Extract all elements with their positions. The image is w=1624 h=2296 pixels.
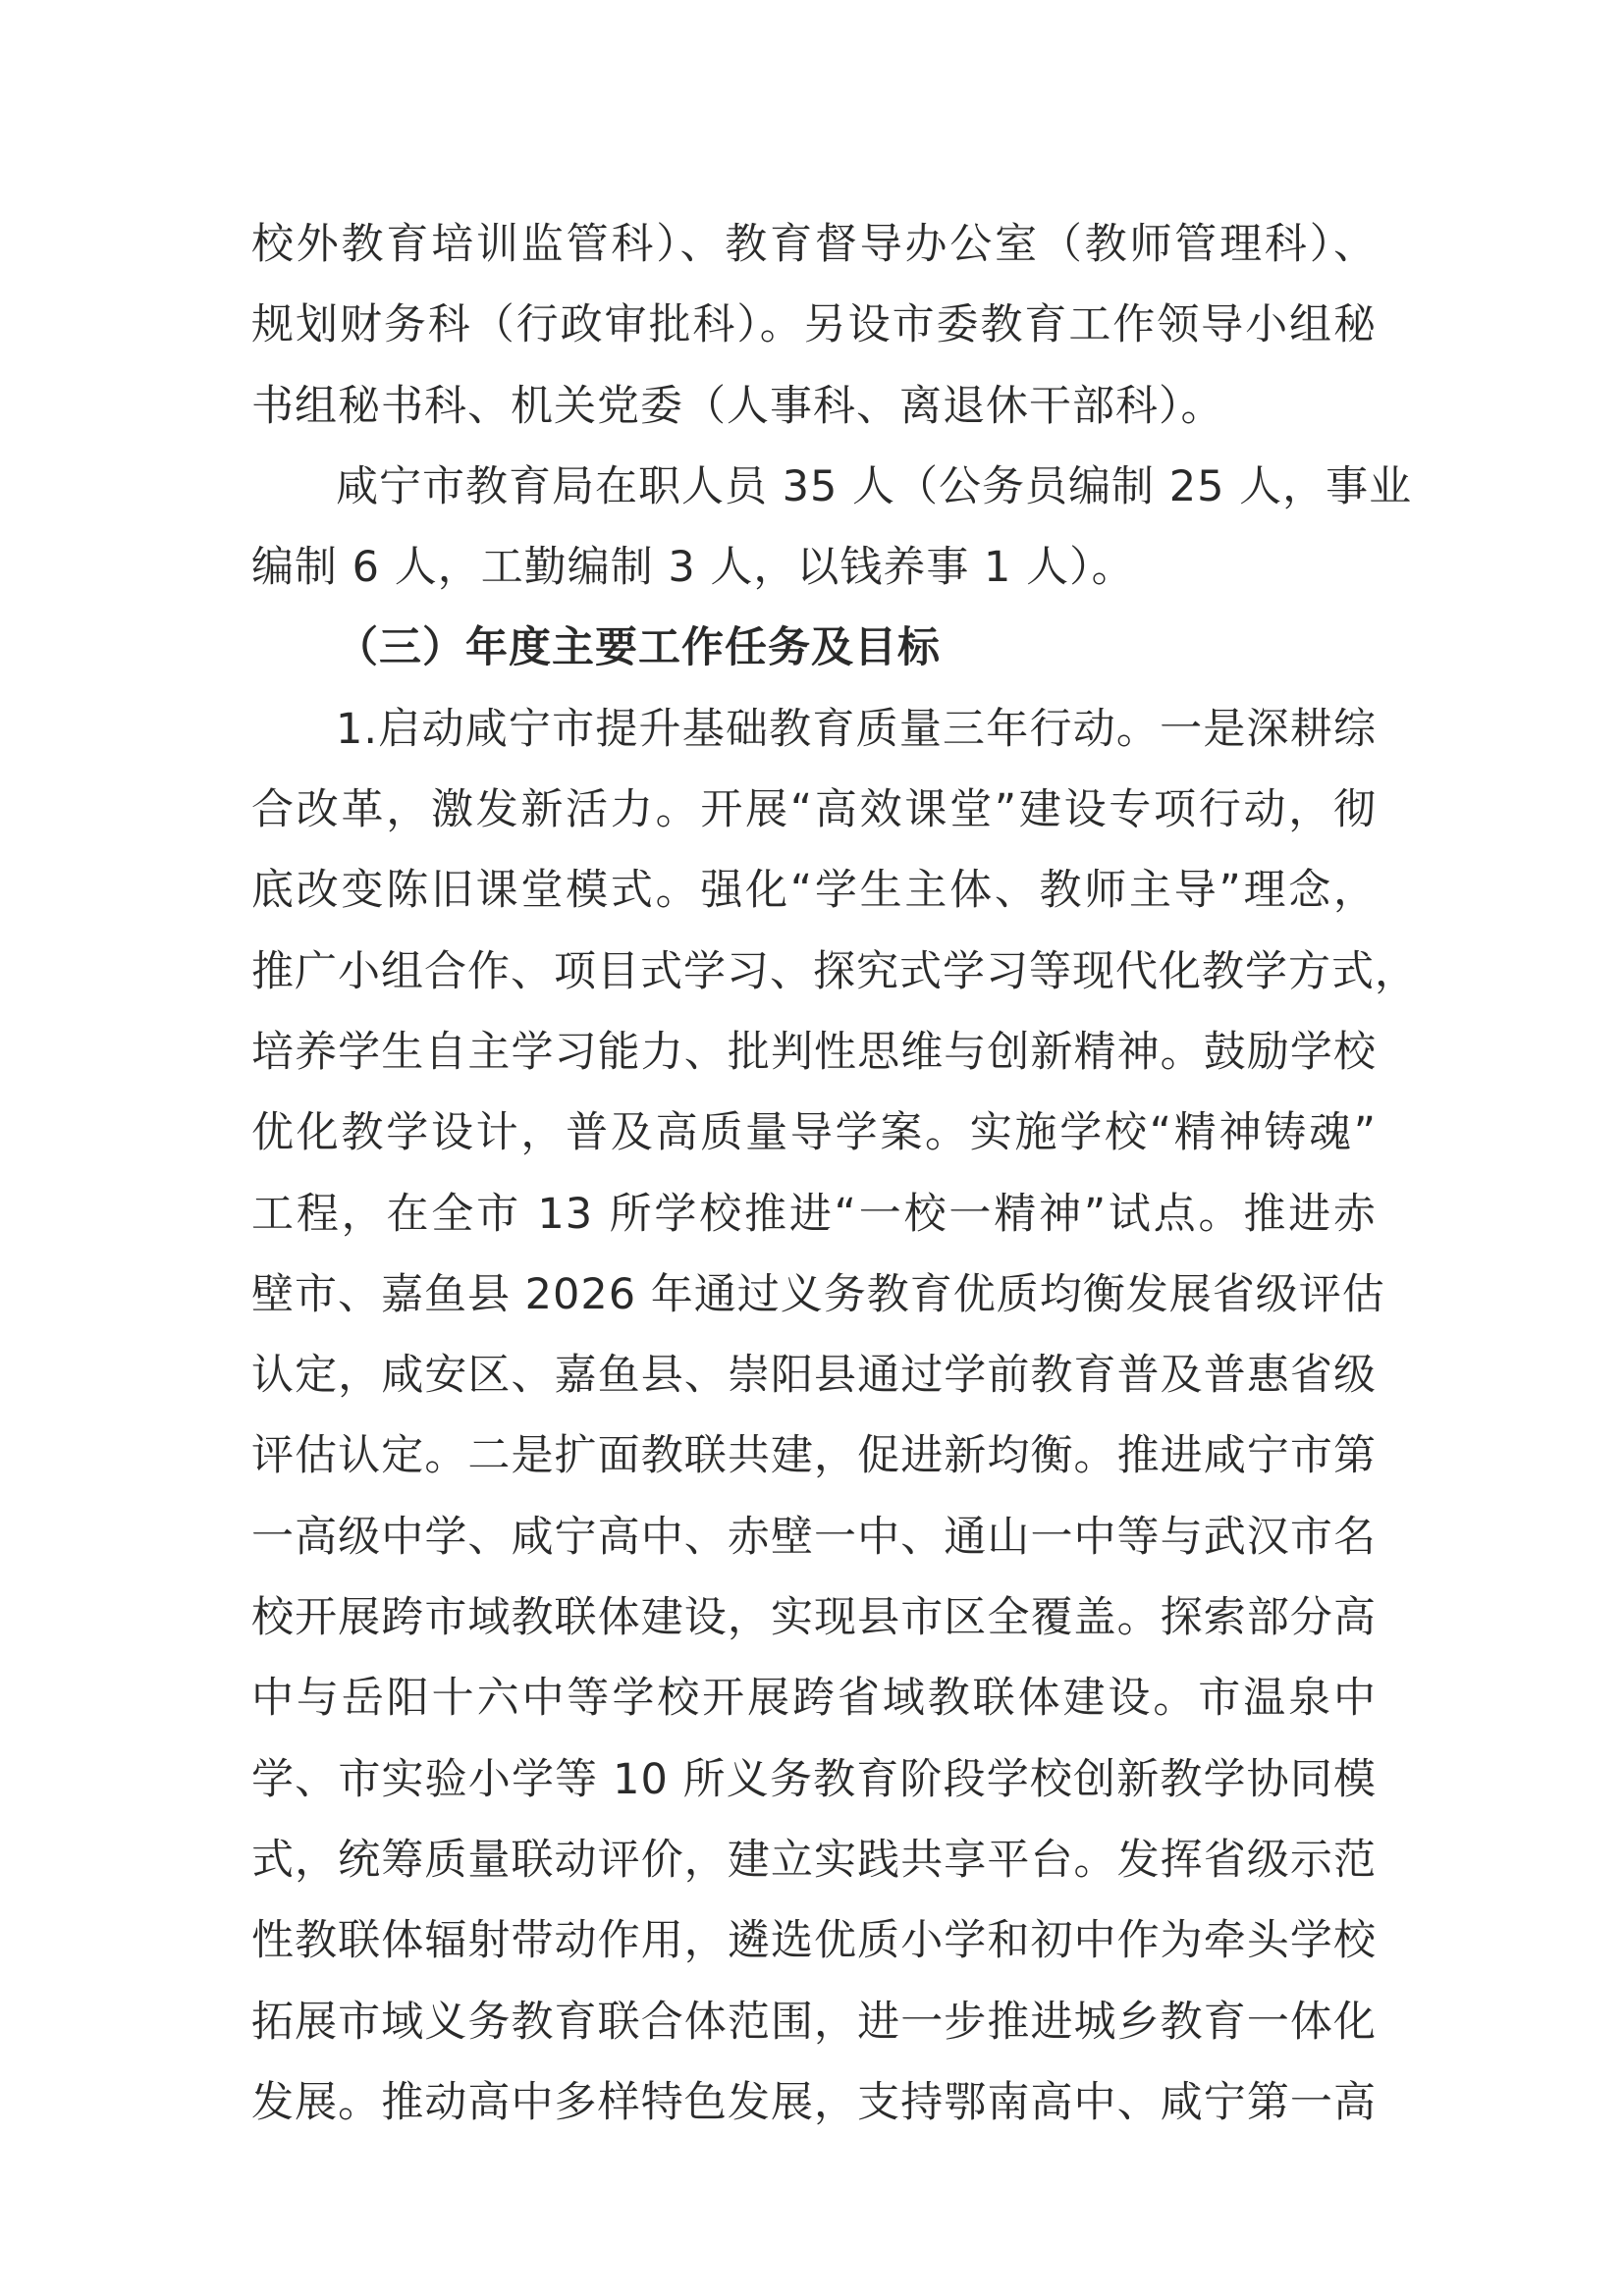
paragraph-line: 校外教育培训监管科）、教育督导办公室（教师管理科）、 — [251, 220, 1377, 269]
paragraph-line: 认定，咸安区、嘉鱼县、崇阳县通过学前教育普及普惠省级 — [251, 1351, 1377, 1401]
paragraph-line: 性教联体辐射带动作用，遴选优质小学和初中作为牵头学校 — [251, 1916, 1377, 1966]
paragraph-line: 壁市、嘉鱼县 2026 年通过义务教育优质均衡发展省级评估 — [251, 1269, 1385, 1319]
paragraph-line: 评估认定。二是扩面教联共建，促进新均衡。推进咸宁市第 — [251, 1431, 1377, 1481]
paragraph-line: 发展。推动高中多样特色发展，支持鄂南高中、咸宁第一高 — [251, 2077, 1377, 2127]
paragraph-line: 底改变陈旧课堂模式。强化“学生主体、教师主导”理念， — [251, 866, 1377, 916]
paragraph-line: 推广小组合作、项目式学习、探究式学习等现代化教学方式， — [251, 946, 1418, 996]
paragraph-line: 书组秘书科、机关党委（人事科、离退休干部科）。 — [251, 381, 1224, 431]
section-heading: （三）年度主要工作任务及目标 — [336, 623, 941, 673]
paragraph-line: 一高级中学、咸宁高中、赤壁一中、通山一中等与武汉市名 — [251, 1512, 1377, 1562]
paragraph-line: 式，统筹质量联动评价，建立实践共享平台。发挥省级示范 — [251, 1835, 1377, 1885]
paragraph-line: 学、市实验小学等 10 所义务教育阶段学校创新教学协同模 — [251, 1754, 1377, 1804]
paragraph-line: 中与岳阳十六中等学校开展跨省域教联体建设。市温泉中 — [251, 1674, 1377, 1724]
paragraph-line: 优化教学设计，普及高质量导学案。实施学校“精神铸魂” — [251, 1108, 1377, 1158]
paragraph-line: 咸宁市教育局在职人员 35 人（公务员编制 25 人，事业 — [336, 461, 1413, 511]
paragraph-line: 培养学生自主学习能力、批判性思维与创新精神。鼓励学校 — [251, 1027, 1377, 1077]
paragraph-line: 编制 6 人，工勤编制 3 人，以钱养事 1 人）。 — [251, 543, 1135, 593]
paragraph-line: 1.启动咸宁市提升基础教育质量三年行动。一是深耕综 — [336, 704, 1377, 754]
paragraph-line: 校开展跨市域教联体建设，实现县市区全覆盖。探索部分高 — [251, 1593, 1377, 1643]
paragraph-line: 规划财务科（行政审批科）。另设市委教育工作领导小组秘 — [251, 300, 1377, 350]
paragraph-line: 拓展市域义务教育联合体范围，进一步推进城乡教育一体化 — [251, 1997, 1377, 2047]
paragraph-line: 工程，在全市 13 所学校推进“一校一精神”试点。推进赤 — [251, 1189, 1377, 1239]
paragraph-line: 合改革，激发新活力。开展“高效课堂”建设专项行动，彻 — [251, 785, 1377, 835]
